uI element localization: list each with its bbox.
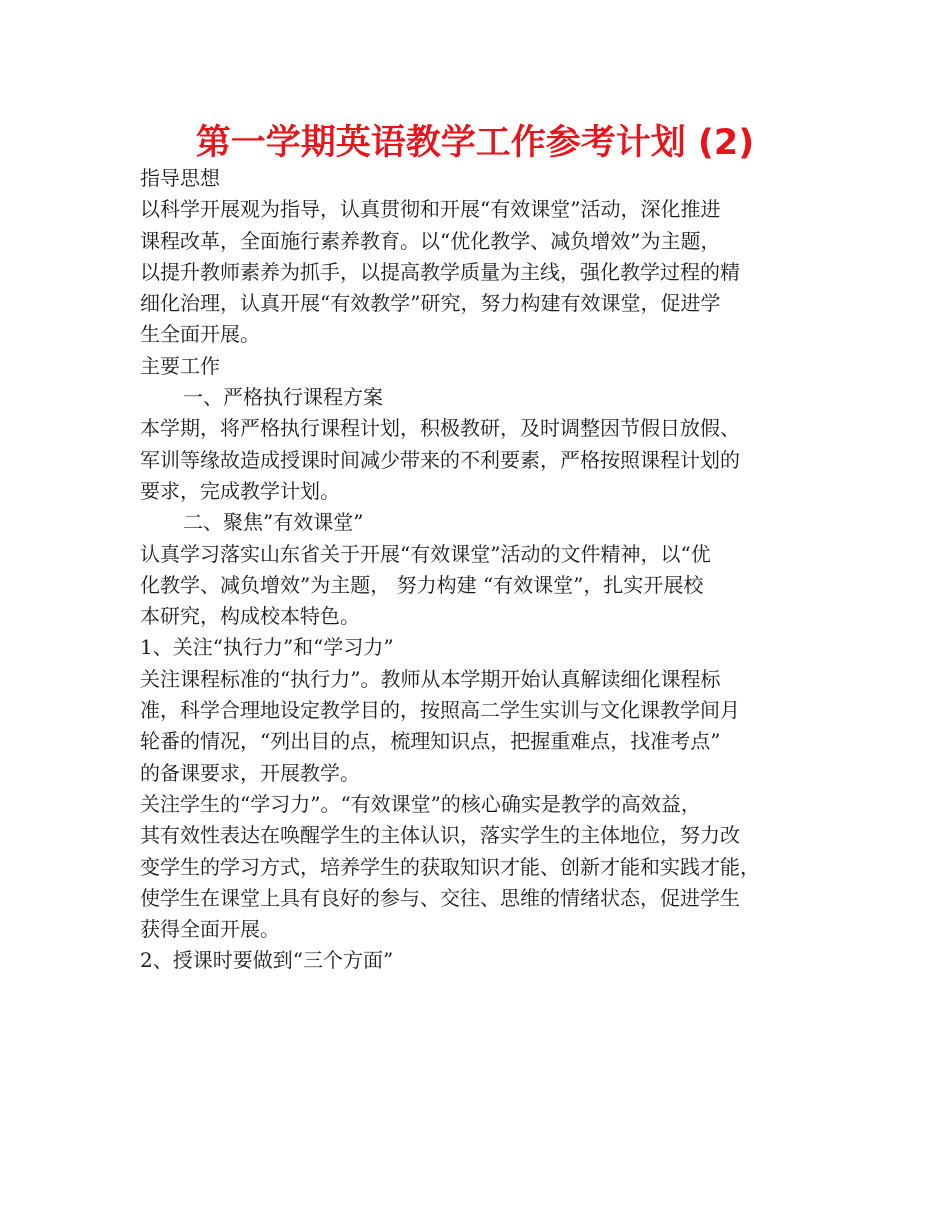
text-line: 课程改革，全面施行素养教育。以“优化教学、减负增效”为主题， <box>140 228 721 253</box>
text-line: 军训等缘故造成授课时间减少带来的不利要素，严格按照课程计划的 <box>140 447 740 472</box>
text-line: 轮番的情况，“列出目的点，梳理知识点，把握重难点，找准考点” <box>140 729 721 754</box>
text-line: 关注课程标准的“执行力”。教师从本学期开始认真解读细化课程标 <box>140 666 721 691</box>
text-line: 主要工作 <box>140 353 220 378</box>
text-line: 以科学开展观为指导，认真贯彻和开展“有效课堂”活动，深化推进 <box>140 197 721 222</box>
text-line: 要求，完成教学计划。 <box>140 478 340 503</box>
text-line: 关注学生的“学习力”。“有效课堂”的核心确实是教学的高效益， <box>140 791 701 816</box>
text-line: 变学生的学习方式，培养学生的获取知识才能、创新才能和实践才能， <box>140 854 760 879</box>
text-line: 准，科学合理地设定教学目的，按照高二学生实训与文化课教学间月 <box>140 698 740 723</box>
text-line: 使学生在课堂上具有良好的参与、交往、思维的情绪状态，促进学生 <box>140 885 740 910</box>
text-line: 其有效性表达在唤醒学生的主体认识，落实学生的主体地位，努力改 <box>140 823 740 848</box>
text-line: 细化治理，认真开展“有效教学”研究，努力构建有效课堂，促进学 <box>140 291 721 316</box>
text-line: 的备课要求，开展教学。 <box>140 760 360 785</box>
text-line: 化教学、减负增效”为主题， 努力构建 “有效课堂”，扎实开展校 <box>140 572 704 597</box>
text-line: 2、授课时要做到“三个方面” <box>140 948 394 973</box>
text-line: 一、严格执行课程方案 <box>183 385 383 410</box>
text-line: 本研究，构成校本特色。 <box>140 604 360 629</box>
text-line: 认真学习落实山东省关于开展“有效课堂”活动的文件精神，以“优 <box>140 541 711 566</box>
text-line: 二、聚焦”有效课堂” <box>183 510 364 535</box>
text-line: 指导思想 <box>140 166 220 190</box>
text-line: 1、关注“执行力”和“学习力” <box>140 635 394 660</box>
document-body <box>140 163 820 977</box>
text-line: 本学期，将严格执行课程计划，积极教研，及时调整因节假日放假、 <box>140 416 740 441</box>
text-line: 获得全面开展。 <box>140 917 280 942</box>
text-line: 以提升教师素养为抓手，以提高教学质量为主线，强化教学过程的精 <box>140 259 740 284</box>
document-title: 第一学期英语教学工作参考计划 (2) <box>195 123 755 163</box>
text-line: 生全面开展。 <box>140 322 260 347</box>
